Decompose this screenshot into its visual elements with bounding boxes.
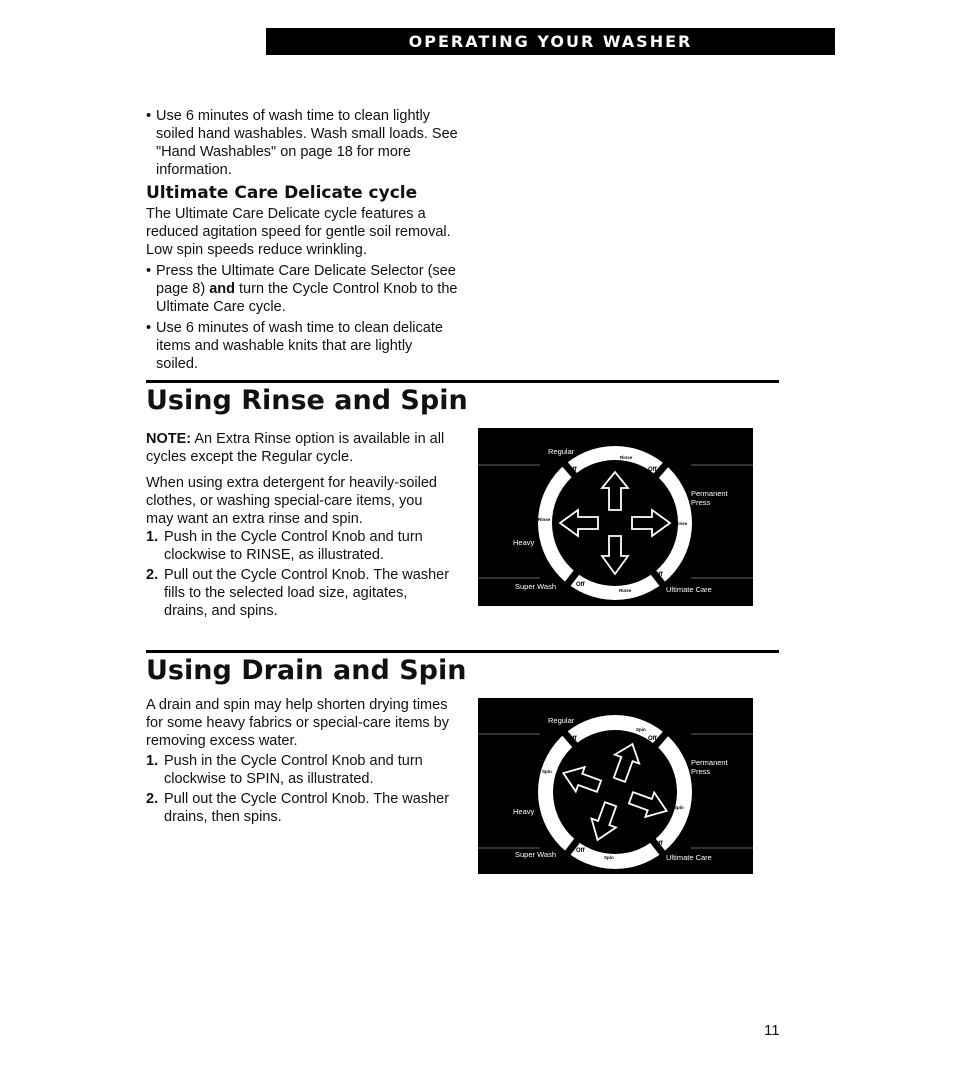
intro-section [146, 107, 458, 373]
step-text: Push in the Cycle Control Knob and turn clockwise to SPIN, as illustrated. [164, 753, 423, 787]
selector-text-a: Press the Ultimate Care Delicate Selector (see page 8) [156, 263, 456, 297]
label-super-wash: Super Wash [515, 850, 556, 859]
label-heavy: Heavy [513, 538, 535, 547]
label-press: Press [691, 767, 711, 776]
label-rinse-marker: Rinse [619, 588, 632, 593]
header-title: OPERATING YOUR WASHER [408, 32, 693, 51]
delicate-bullet: • Use 6 minutes of wash time to clean delicate items and washable knits that are lightly soiled. [146, 319, 458, 373]
label-regular: Regular [548, 447, 575, 456]
step-text: Pull out the Cycle Control Knob. The washer fills to the selected load size, agitates, drains, and spins. [164, 567, 450, 619]
label-spin-marker: Spin [674, 805, 684, 810]
drain-para: A drain and spin may help shorten drying times for some heavy fabrics or special-care items by removing excess water. [146, 697, 449, 749]
dial-knob [553, 730, 677, 854]
step-number: 1. [146, 753, 159, 769]
drain-step-1 [146, 752, 451, 788]
rinse-step-2 [146, 566, 451, 620]
selector-bullet [146, 262, 458, 316]
note-text: An Extra Rinse option is available in all cycles except the Regular cycle. [146, 431, 445, 465]
rinse-step-1 [146, 528, 451, 564]
label-rinse-marker: Rinse [675, 521, 688, 526]
label-off: Off [568, 736, 577, 742]
label-ultimate-care: Ultimate Care [666, 585, 712, 594]
ultimate-care-subhead: Ultimate Care Delicate cycle [146, 183, 418, 203]
step-text: Push in the Cycle Control Knob and turn clockwise to RINSE, as illustrated. [164, 529, 423, 563]
label-off: Off [568, 467, 577, 473]
label-off: Off [654, 841, 663, 847]
rinse-section [146, 430, 451, 620]
ultimate-care-para: The Ultimate Care Delicate cycle features a reduced agitation speed for gentle soil removal. Low spin speeds reduce wrinkling. [146, 206, 451, 258]
step-text: Pull out the Cycle Control Knob. The washer drains, then spins. [164, 791, 450, 825]
label-permanent: Permanent [691, 489, 728, 498]
label-off: Off [648, 467, 657, 473]
rinse-para: When using extra detergent for heavily-soiled clothes, or washing special-care items, you may want an extra rinse and spin. [146, 475, 437, 527]
label-rinse-marker: Rinse [538, 517, 551, 522]
rinse-dial-illustration [478, 428, 753, 606]
rinse-dial-svg [478, 428, 753, 606]
label-spin-marker: Spin [636, 727, 646, 732]
label-spin-marker: Spin [542, 769, 552, 774]
step-number: 2. [146, 791, 159, 807]
label-off: Off [576, 848, 585, 854]
selector-text-bold: and [209, 281, 235, 297]
section-divider [146, 650, 779, 653]
hand-washables-bullet: • Use 6 minutes of wash time to clean lightly soiled hand washables. Wash small loads. See "Hand Washables" on page 18 for more information. [146, 107, 458, 179]
page-header [266, 28, 835, 55]
rinse-section-title: Using Rinse and Spin [146, 385, 468, 416]
step-number: 2. [146, 567, 159, 583]
label-rinse-marker: Rinse [620, 455, 633, 460]
label-permanent: Permanent [691, 758, 728, 767]
label-off: Off [648, 736, 657, 742]
drain-section [146, 696, 451, 826]
page-number: 11 [764, 1022, 780, 1039]
selector-text-b: turn the Cycle Control Knob to the Ultimate Care cycle. [156, 281, 458, 315]
spin-dial-illustration [478, 698, 753, 874]
label-off: Off [576, 582, 585, 588]
rinse-note [146, 430, 451, 466]
section-divider [146, 380, 779, 383]
note-label: NOTE: [146, 431, 192, 447]
drain-section-title: Using Drain and Spin [146, 655, 467, 686]
label-super-wash: Super Wash [515, 582, 556, 591]
spin-dial-svg [478, 698, 753, 874]
step-number: 1. [146, 529, 159, 545]
label-off: Off [654, 572, 663, 578]
drain-step-2 [146, 790, 451, 826]
label-ultimate-care: Ultimate Care [666, 853, 712, 862]
label-regular: Regular [548, 716, 575, 725]
label-spin-marker: Spin [604, 855, 614, 860]
label-heavy: Heavy [513, 807, 535, 816]
label-press: Press [691, 498, 711, 507]
